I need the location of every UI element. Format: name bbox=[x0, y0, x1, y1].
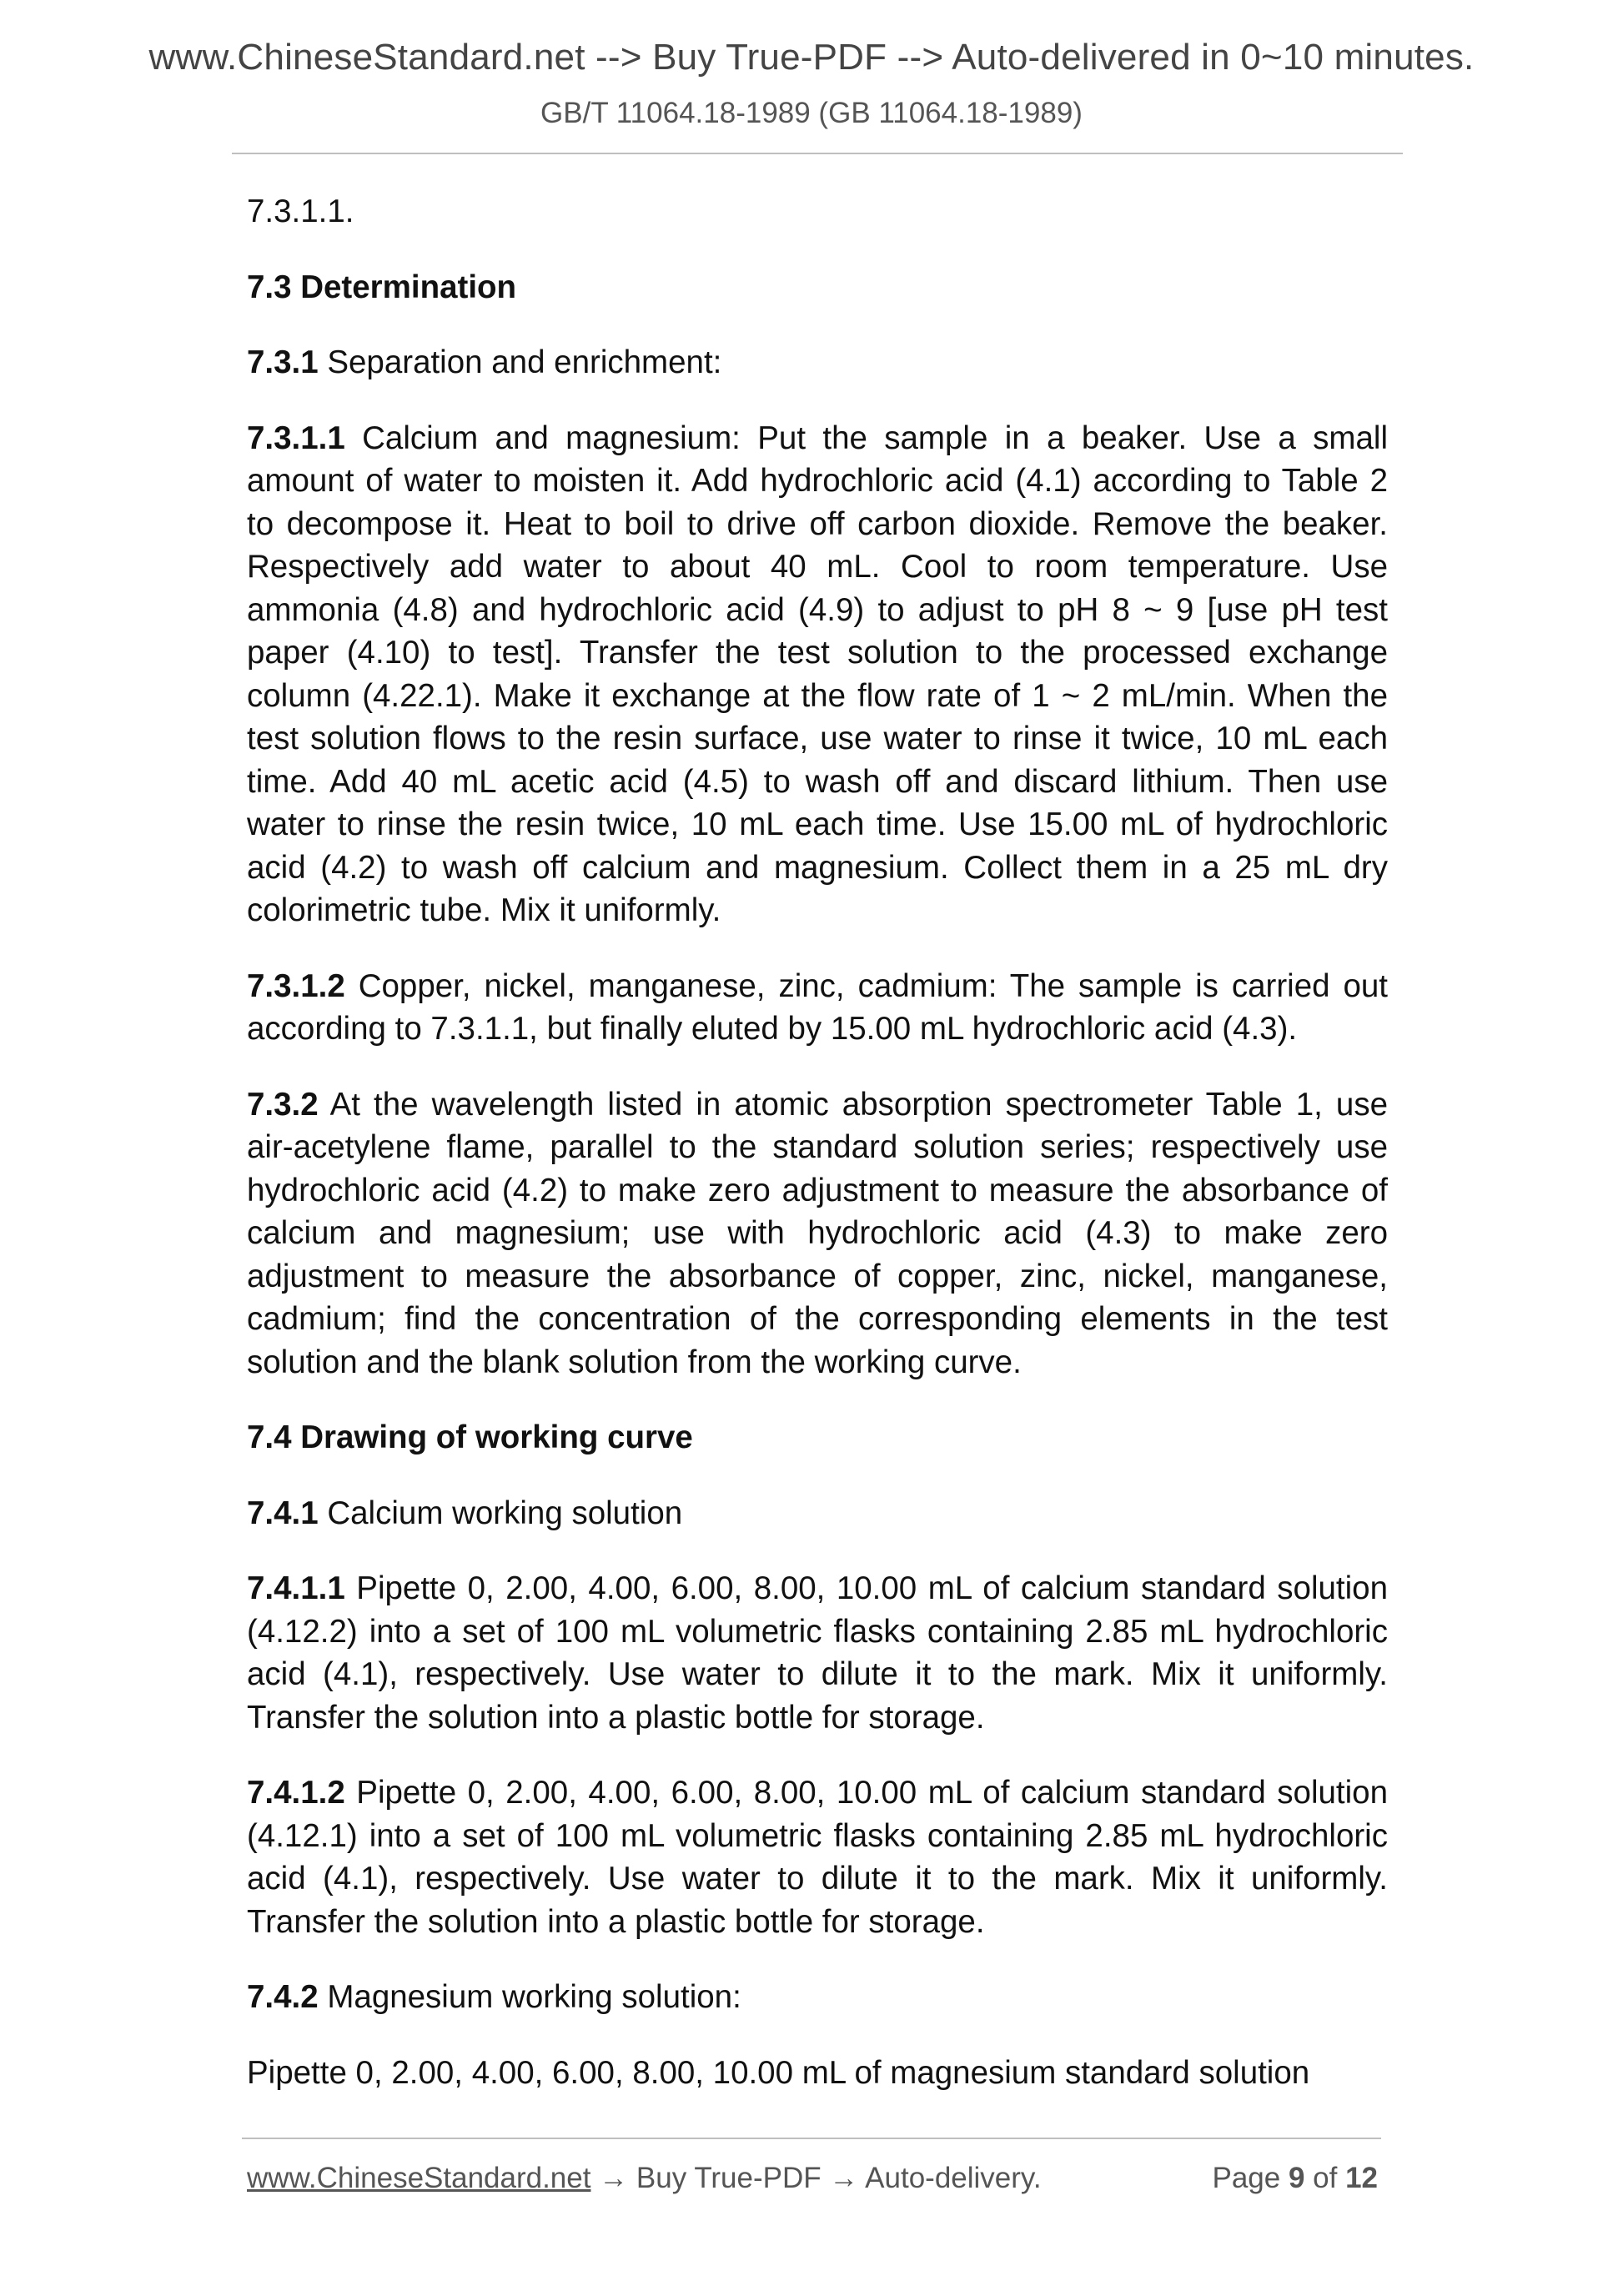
clause-number: 7.4.1.2 bbox=[247, 1775, 345, 1811]
header-banner: www.ChineseStandard.net --> Buy True-PDF --> Auto-delivered in 0~10 minutes. bbox=[148, 37, 1475, 78]
header-divider bbox=[232, 153, 1403, 154]
clause-number: 7.3.1.2 bbox=[247, 967, 345, 1004]
clause-text: Magnesium working solution: bbox=[318, 1979, 741, 2015]
paragraph-magnesium-pipette: Pipette 0, 2.00, 4.00, 6.00, 8.00, 10.00 mL of magnesium standard solution bbox=[247, 2054, 1310, 2091]
footer-site-link[interactable]: www.ChineseStandard.net bbox=[247, 2162, 591, 2194]
clause-number: 7.3.2 bbox=[247, 1086, 319, 1123]
paragraph-7-4-1-1 bbox=[247, 1567, 1388, 1739]
clause-number: 7.3.1.1 bbox=[247, 420, 345, 456]
clause-text: Calcium working solution bbox=[318, 1495, 683, 1531]
clause-text: At the wavelength listed in atomic absorption spectrometer Table 1, use air-acetylene flame, parallel to the standard solution series; respectively use hydrochloric acid (4.2) to make zero adjustment to measure the absorbance of calcium and magnesium; use with hydrochloric acid (4.3) to make zero adjustment to measure the absorbance of copper, zinc, nickel, manganese, cadmium; find the concentration of the corresponding elements in the test solution and the blank solution from the working curve. bbox=[247, 1086, 1388, 1380]
paragraph-7-3-1-2 bbox=[247, 965, 1388, 1051]
clause-text: Pipette 0, 2.00, 4.00, 6.00, 8.00, 10.00 mL of calcium standard solution (4.12.2) into a set of 100 mL volumetric flasks containing 2.85 mL hydrochloric acid (4.1), respectively. Use water to dilute it to the mark. Mix it uniformly. Transfer the solution into a plastic bottle for storage. bbox=[247, 1570, 1388, 1736]
clause-text: Pipette 0, 2.00, 4.00, 6.00, 8.00, 10.00 mL of calcium standard solution (4.12.1) into a set of 100 mL volumetric flasks containing 2.85 mL hydrochloric acid (4.1), respectively. Use water to dilute it to the mark. Mix it uniformly. Transfer the solution into a plastic bottle for storage. bbox=[247, 1775, 1388, 1940]
page-label: Page bbox=[1212, 2162, 1289, 2194]
page-total: 12 bbox=[1345, 2162, 1378, 2194]
paragraph-7-4-2 bbox=[247, 1976, 1388, 2019]
paragraph-7-3-1 bbox=[247, 341, 1388, 384]
footer-promo-text: → Buy True-PDF → Auto-delivery. bbox=[590, 2162, 1042, 2194]
document-body bbox=[247, 190, 1388, 2127]
clause-number: 7.3.1 bbox=[247, 344, 319, 380]
paragraph-7-3-1-1 bbox=[247, 417, 1388, 932]
clause-text: Calcium and magnesium: Put the sample in a beaker. Use a small amount of water to moisten it. Add hydrochloric acid (4.1) according to Table 2 to decompose it. Heat to boil to drive off carbon dioxide. Remove the beaker. Respectively add water to about 40 mL. Cool to room temperature. Use ammonia (4.8) and hydrochloric acid (4.9) to adjust to pH 8 ~ 9 [use pH test paper (4.10) to test]. Transfer the test solution to the processed exchange column (4.22.1). Make it exchange at the flow rate of 1 ~ 2 mL/min. When the test solution flows to the resin surface, use water to rinse it twice, 10 mL each time. Add 40 mL acetic acid (4.5) to wash off and discard lithium. Then use water to rinse the resin twice, 10 mL each time. Use 15.00 mL of hydrochloric acid (4.2) to wash off calcium and magnesium. Collect them in a 25 mL dry colorimetric tube. Mix it uniformly. bbox=[247, 420, 1388, 928]
paragraph-7-3-2 bbox=[247, 1083, 1388, 1384]
section-heading-7-3: 7.3 Determination bbox=[247, 269, 517, 305]
footer-promo bbox=[247, 2162, 1042, 2195]
paragraph-7-3-1-1-ref: 7.3.1.1. bbox=[247, 193, 354, 229]
footer-divider bbox=[242, 2138, 1381, 2139]
clause-number: 7.4.1.1 bbox=[247, 1570, 345, 1606]
clause-text: Copper, nickel, manganese, zinc, cadmium: The sample is carried out according to 7.3.1.1, but finally eluted by 15.00 mL hydrochloric acid (4.3). bbox=[247, 967, 1388, 1047]
page-current: 9 bbox=[1288, 2162, 1305, 2194]
page-indicator bbox=[1212, 2162, 1378, 2195]
clause-text: Separation and enrichment: bbox=[318, 344, 722, 380]
standard-id: GB/T 11064.18-1989 (GB 11064.18-1989) bbox=[540, 97, 1083, 129]
clause-number: 7.4.2 bbox=[247, 1979, 319, 2015]
paragraph-7-4-1-2 bbox=[247, 1771, 1388, 1943]
section-heading-7-4: 7.4 Drawing of working curve bbox=[247, 1419, 693, 1455]
clause-number: 7.4.1 bbox=[247, 1495, 319, 1531]
of-label: of bbox=[1304, 2162, 1346, 2194]
paragraph-7-4-1 bbox=[247, 1492, 1388, 1535]
